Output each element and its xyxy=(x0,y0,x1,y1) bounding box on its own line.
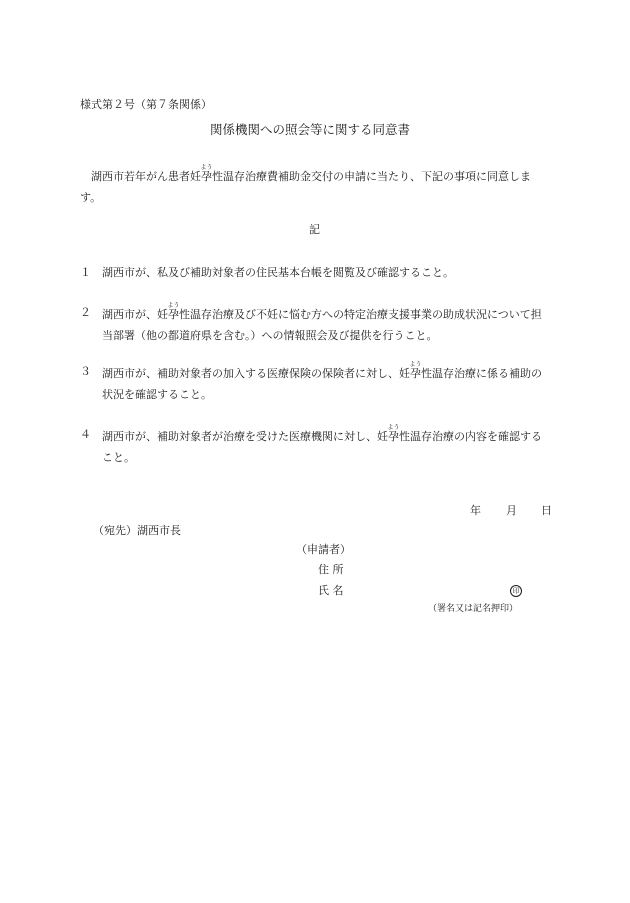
applicant-label: （申請者） xyxy=(296,543,351,556)
date-day-label: 日 xyxy=(541,504,552,517)
item-number: １ xyxy=(80,266,91,279)
date-year-label: 年 xyxy=(470,504,481,517)
name-label: 氏 名 xyxy=(318,584,344,597)
list-item xyxy=(80,302,550,346)
item-text-post: 性温存治療の内容を確認すること。 xyxy=(102,430,542,464)
form-number: 様式第２号（第７条関係） xyxy=(80,98,212,111)
furigana-ruby: 孕よう xyxy=(167,302,180,321)
list-item xyxy=(80,262,550,283)
ki-heading: 記 xyxy=(309,223,320,236)
furigana-ruby: 孕よう xyxy=(387,424,400,443)
item-text-pre: 湖西市が、補助対象者が治療を受けた医療機関に対し、妊 xyxy=(102,430,388,443)
intro-text-pre: 湖西市若年がん患者妊 xyxy=(91,170,201,183)
item-text-pre: 湖西市が、妊 xyxy=(102,308,168,321)
intro-text-post: 性温存治療費補助金交付の申請に当たり、下記の事項に同意します。 xyxy=(80,170,531,204)
addressee: （宛先）湖西市長 xyxy=(93,524,181,537)
address-label: 住 所 xyxy=(318,563,344,576)
list-item xyxy=(80,361,550,405)
item-number: ３ xyxy=(80,365,91,378)
item-text: 湖西市が、私及び補助対象者の住民基本台帳を閲覧及び確認すること。 xyxy=(102,266,454,279)
item-number: ２ xyxy=(80,306,91,319)
date-month-label: 月 xyxy=(506,504,517,517)
furigana-ruby: 孕よう xyxy=(409,361,422,380)
item-number: ４ xyxy=(80,428,91,441)
signature-note: （署名又は記名押印） xyxy=(428,604,519,614)
item-text-post: 性温存治療に係る補助の状況を確認すること。 xyxy=(102,367,542,401)
document-title: 関係機関への照会等に関する同意書 xyxy=(210,122,411,137)
item-text-post: 性温存治療及び不妊に悩む方への特定治療支援事業の助成状況について担当部署（他の都道府県を含む。）への情報照会及び提供を行うこと。 xyxy=(102,308,542,342)
item-text-pre: 湖西市が、補助対象者の加入する医療保険の保険者に対し、妊 xyxy=(102,367,410,380)
furigana-ruby: 孕よう xyxy=(200,164,213,183)
list-item xyxy=(80,424,550,468)
intro-paragraph xyxy=(80,164,550,208)
seal-mark: 印 xyxy=(510,585,522,597)
